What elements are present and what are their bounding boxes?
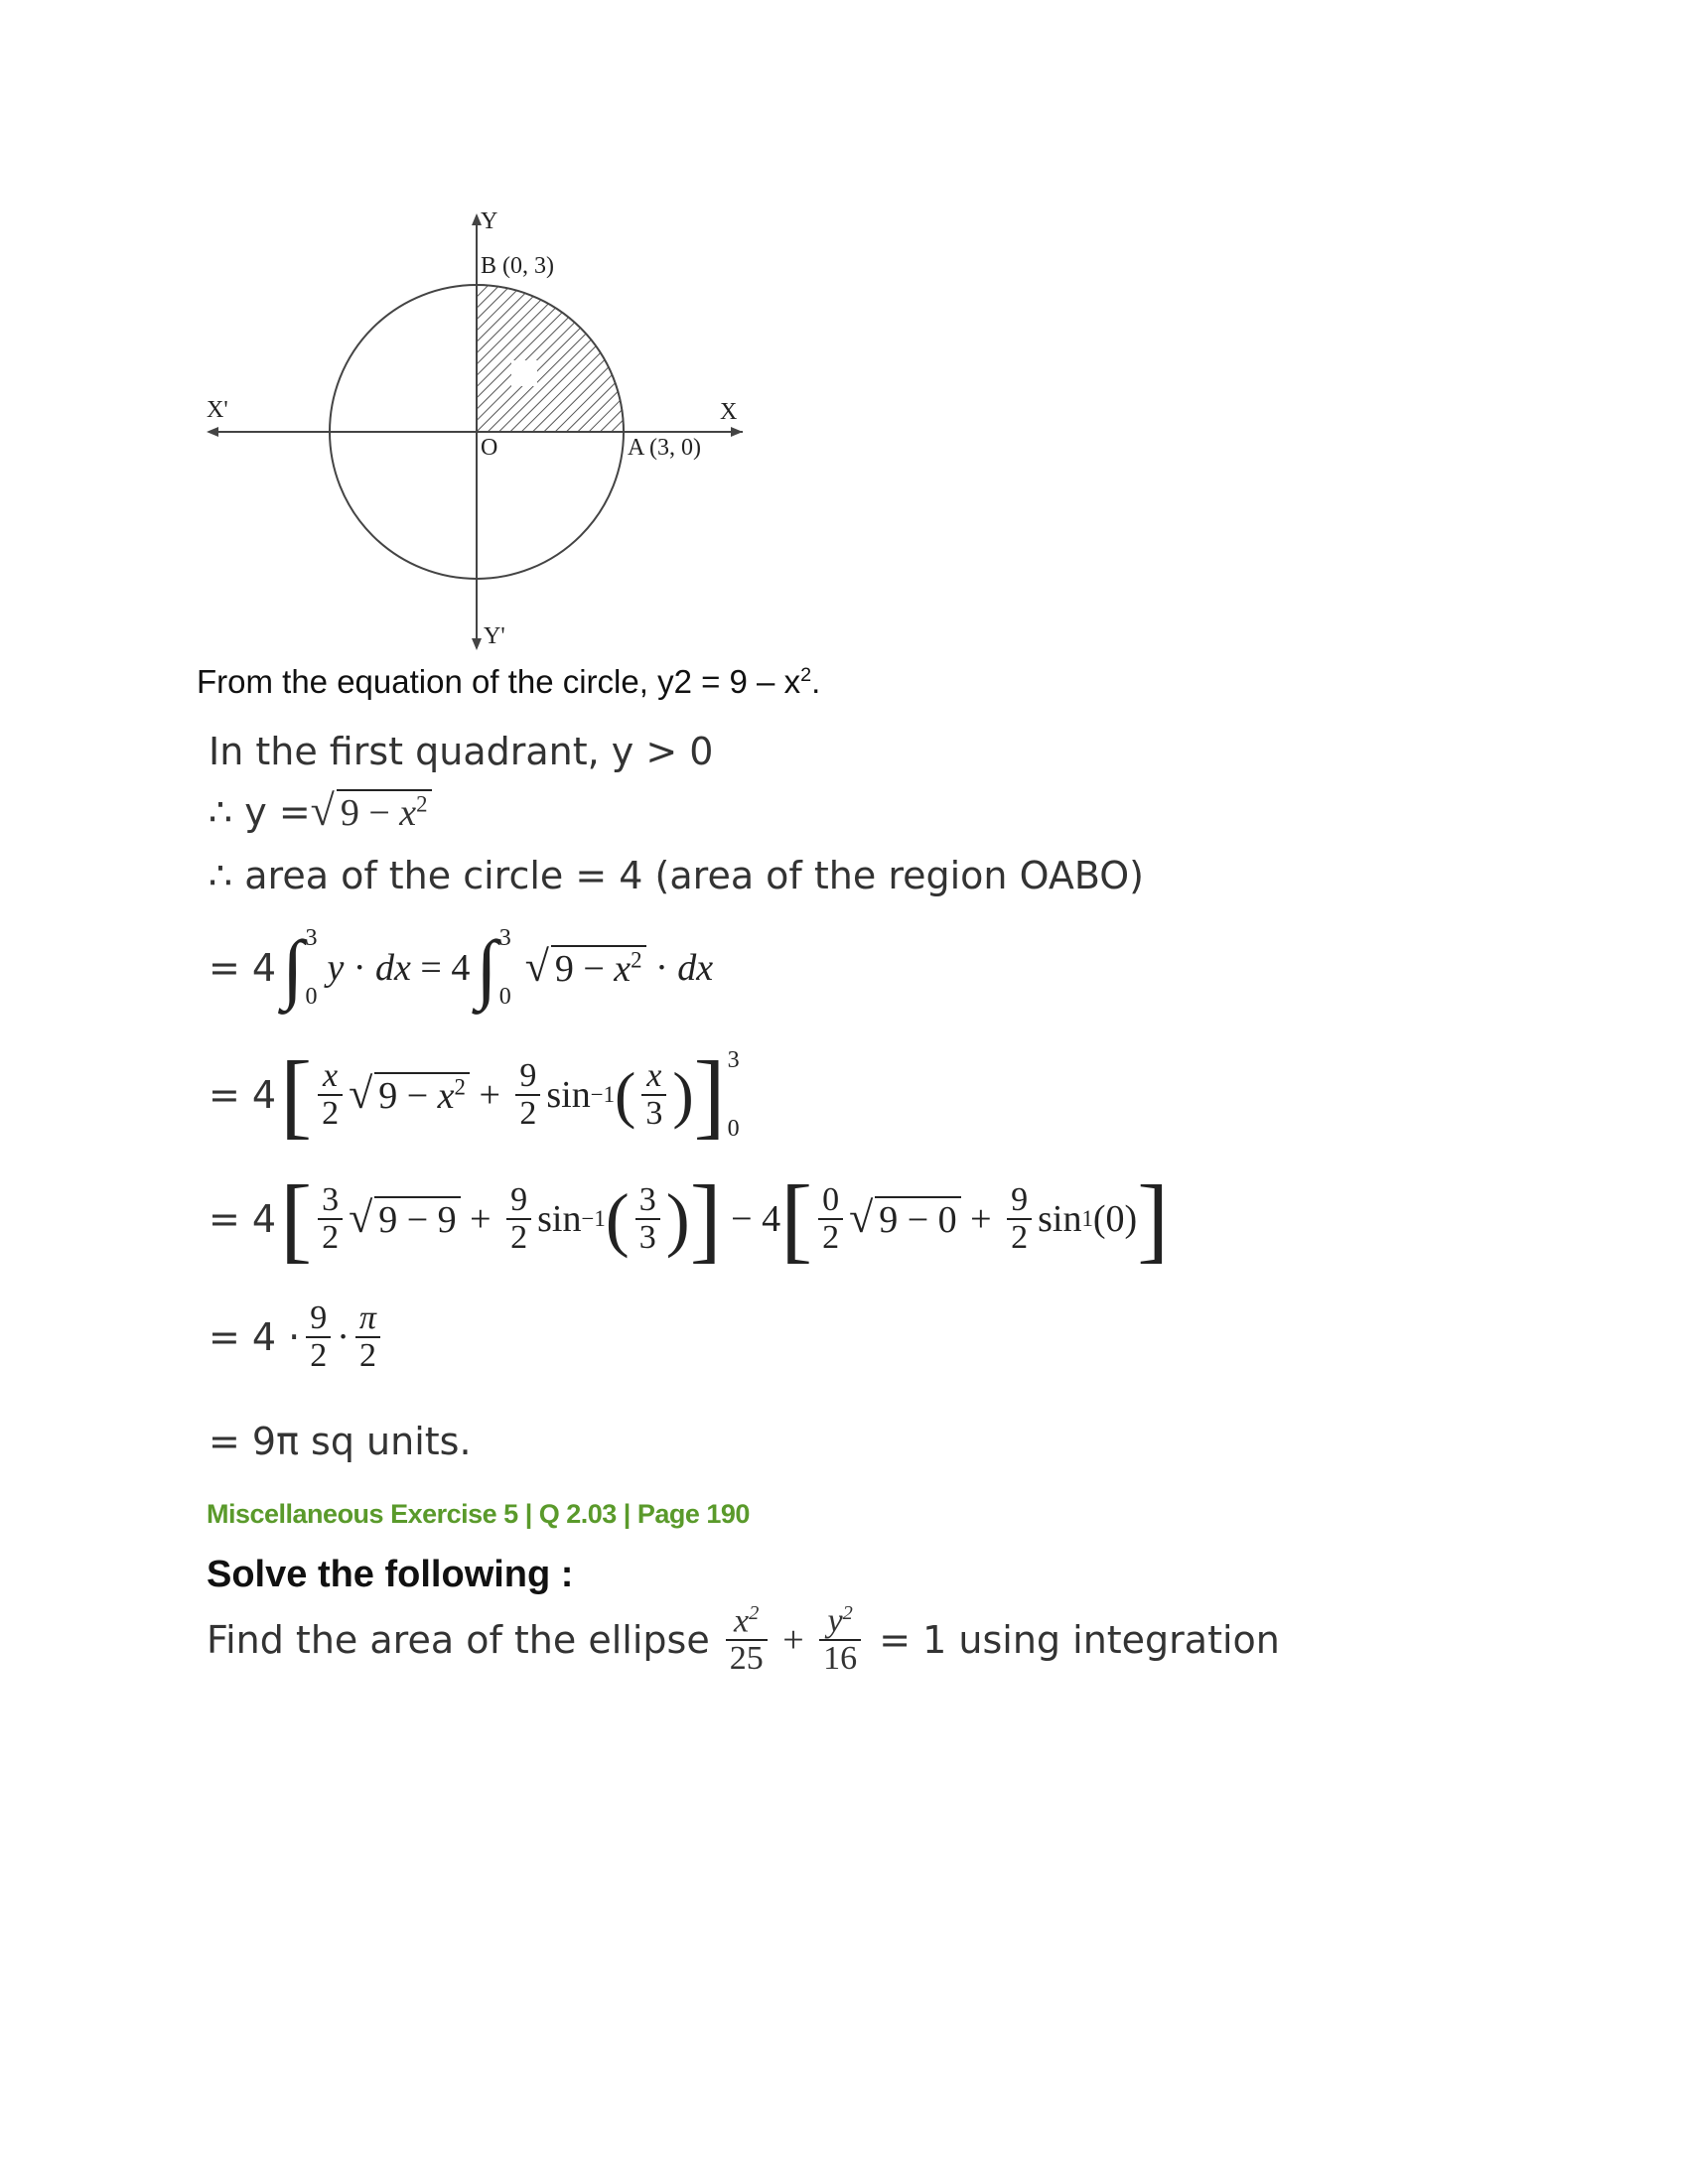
result-line: = 4 · $\frac{9}{2}$ · $\frac{\pi}{2}$ bbox=[209, 1300, 386, 1373]
equation-line: From the equation of the circle, $y2 = 9 - x^2$. bbox=[197, 663, 821, 700]
antiderivative-line: = 4 [ $\frac{x}{2}$ √ $9 - x^2$ + $\frac{9}{2}$ sin −1 ( $\frac{x}{3}$ ) ] 3 0 bbox=[209, 1041, 740, 1148]
evaluation-line: = 4 [ $\frac{3}{2}$ √ 9 − 9 + $\frac{9}{2}$ sin −1 ( $\frac{3}{3}$ ) ] − 4 [ $\frac{0}{2}$ √ 9 − 0 + $\frac{9}{2}$ sin 1 (0) ] bbox=[209, 1165, 1170, 1272]
y-equals-line: ∴ y = √ $9 - x^2$ bbox=[209, 789, 432, 835]
first-quadrant-line: In the first quadrant, y > 0 bbox=[209, 730, 714, 773]
integral-line: = 4 ∫ 3 0 y · dx = 4 ∫ 3 0 √ $9 - x^2$ · dx bbox=[209, 924, 714, 1011]
shaded-region-oabo bbox=[477, 285, 624, 432]
label-x-neg: X' bbox=[207, 397, 228, 423]
final-answer-line: = 9π sq units. bbox=[209, 1420, 472, 1463]
label-x: X bbox=[720, 399, 738, 425]
exercise-heading[interactable]: Miscellaneous Exercise 5 | Q 2.03 | Page 190 bbox=[207, 1499, 750, 1529]
label-a: A (3, 0) bbox=[628, 435, 701, 461]
area-circle-line: ∴ area of the circle = 4 (area of the region OABO) bbox=[209, 854, 1144, 897]
label-y: Y bbox=[481, 208, 498, 234]
question-line: Find the area of the ellipse $\frac{x^2}{25}$ + $\frac{y^2}{16}$ = 1 using integration bbox=[207, 1602, 1280, 1678]
exercise-title: Solve the following : bbox=[207, 1554, 574, 1595]
label-origin: O bbox=[481, 435, 498, 461]
label-y-neg: Y' bbox=[484, 623, 505, 649]
label-b: B (0, 3) bbox=[481, 253, 554, 279]
